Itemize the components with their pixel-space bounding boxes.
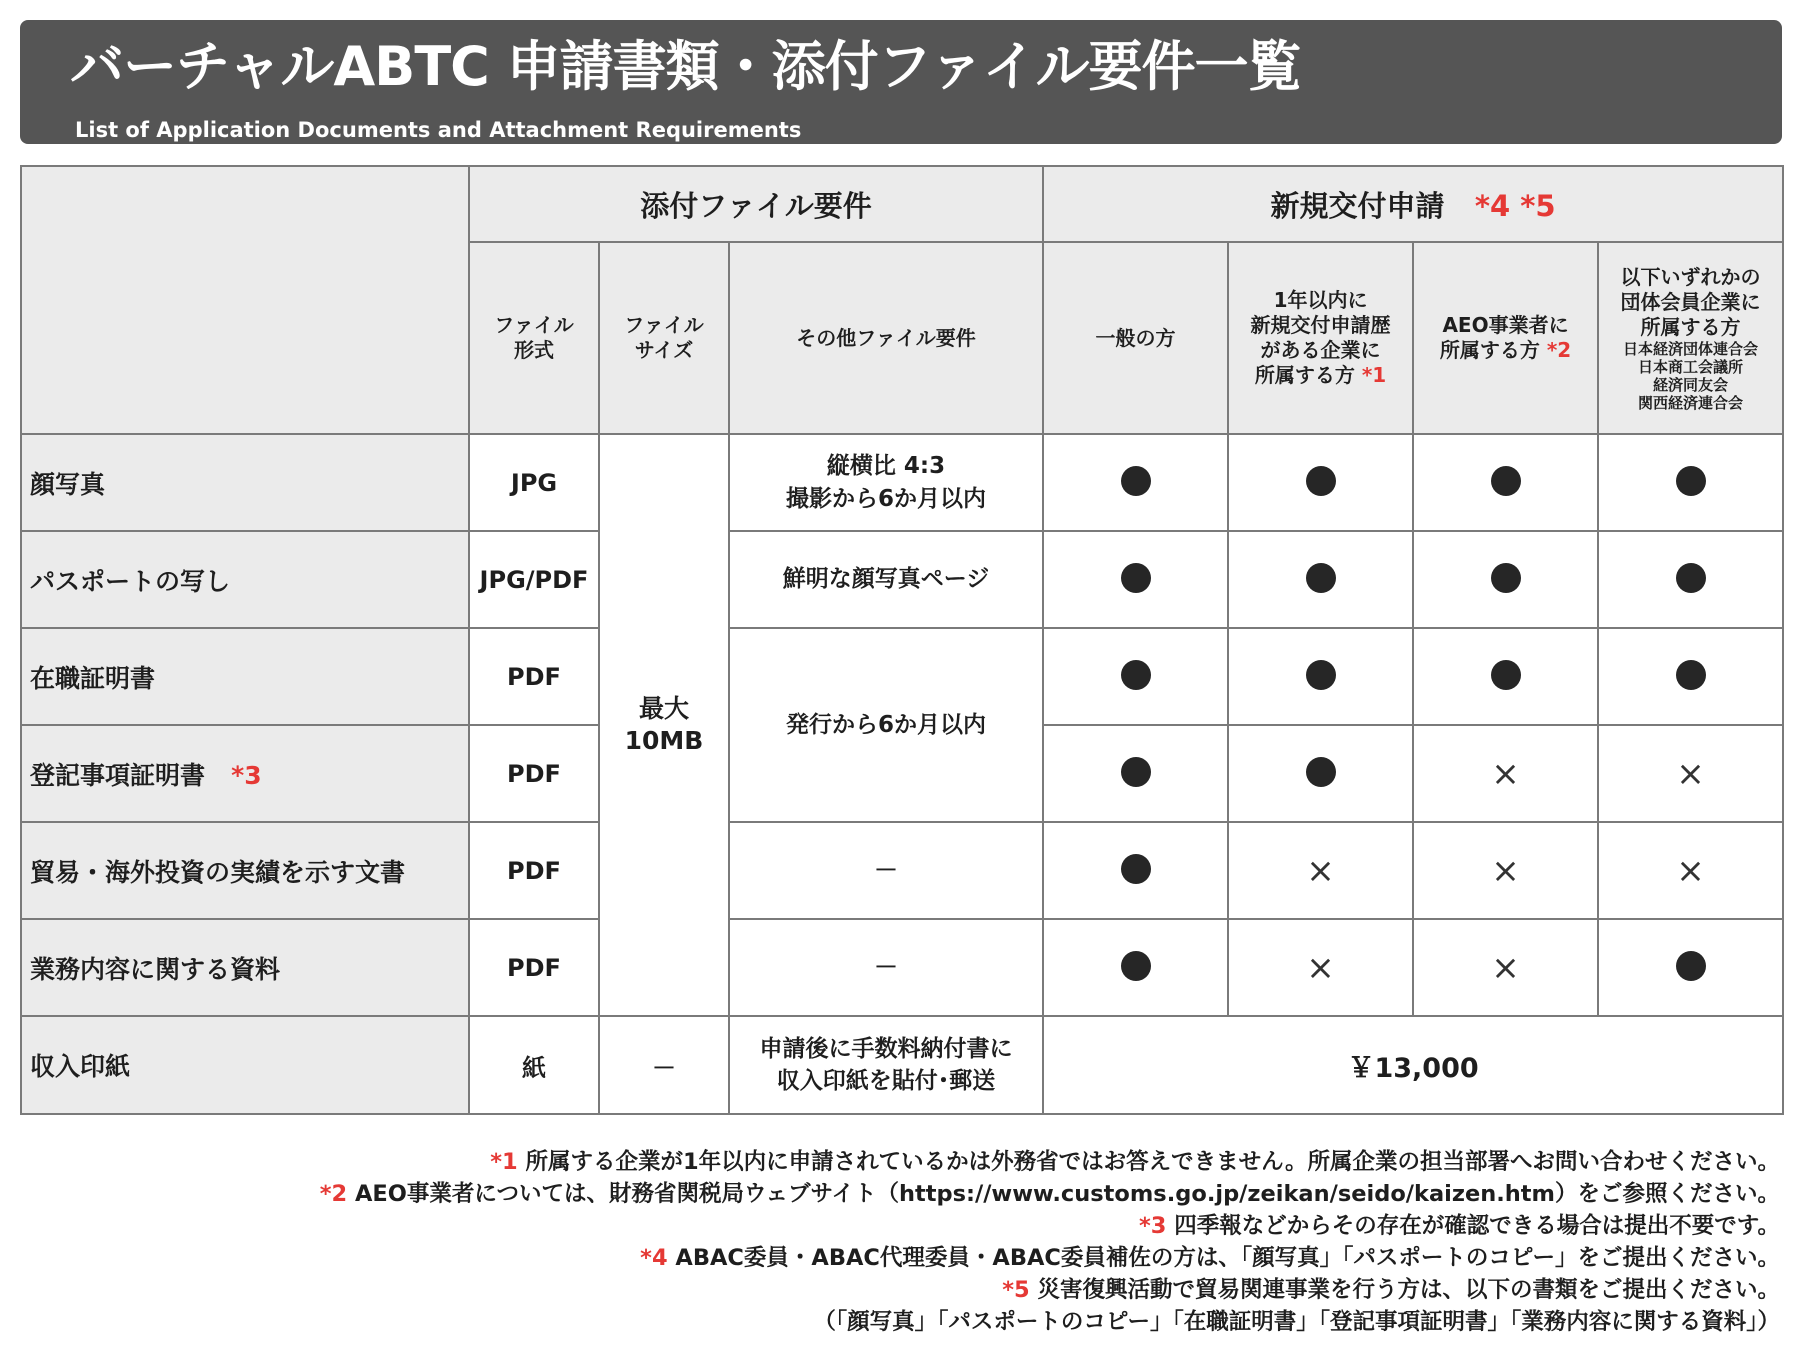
- required-dot-icon: [1306, 466, 1336, 496]
- organization-list: 日本経済団体連合会 日本商工会議所 経済同友会 関西経済連合会: [1623, 339, 1759, 412]
- footnote-text: 所属する企業が1年以内に申請されているかは外務省ではお答えできません。所属企業の担当部署へお問い合わせください。: [517, 1149, 1780, 1175]
- required-dot-icon: [1676, 466, 1706, 496]
- file-format-text: PDF: [507, 953, 561, 982]
- required-dot-icon: [1121, 466, 1151, 496]
- applicability-cell: [1598, 822, 1783, 919]
- file-format-text: 紙: [522, 1053, 546, 1082]
- row-label: [21, 725, 469, 822]
- footnote-text: （「顔写真」「パスポートのコピー」「在職証明書」「登記事項証明書」「業務内容に関する資料」）: [813, 1309, 1780, 1335]
- applicability-cell: [1228, 628, 1413, 725]
- note-mark: *4 *5: [1474, 188, 1556, 223]
- applicability-cell: [1228, 434, 1413, 531]
- applicability-cell: [1228, 725, 1413, 822]
- note-mark: *3: [231, 760, 262, 790]
- other-requirement-text: －: [874, 952, 899, 981]
- col-header-organization: 以下いずれかの 団体会員企業に 所属する方 日本経済団体連合会 日本商工会議所 経済同友会 関西経済連合会: [1598, 242, 1783, 434]
- other-requirement-cell: [729, 434, 1043, 531]
- applicability-cell: [1598, 919, 1783, 1016]
- footnote: [320, 1146, 1780, 1178]
- row-label: [21, 434, 469, 531]
- not-required-cross-icon: ×: [1491, 850, 1520, 891]
- applicability-cell: [1228, 822, 1413, 919]
- row-label: [21, 822, 469, 919]
- applicability-cell: [1413, 822, 1598, 919]
- table-row-stamp: [21, 1016, 1783, 1114]
- col-header-prior-applicant: 1年以内に 新規交付申請歴 がある企業に 所属する方 *1: [1228, 242, 1413, 434]
- file-format-cell: [469, 434, 599, 531]
- file-format-cell: [469, 919, 599, 1016]
- fee-cell: [1043, 1016, 1783, 1114]
- required-dot-icon: [1491, 563, 1521, 593]
- applicability-cell: [1413, 434, 1598, 531]
- row-label: [21, 1016, 469, 1114]
- file-size-text: －: [652, 1053, 676, 1082]
- col-header-format: ファイル 形式: [469, 242, 599, 434]
- applicability-cell: [1228, 919, 1413, 1016]
- applicability-cell: [1043, 434, 1228, 531]
- required-dot-icon: [1121, 757, 1151, 787]
- other-requirement-text: 縦横比 4:3 撮影から6か月以内: [786, 453, 987, 512]
- required-dot-icon: [1121, 854, 1151, 884]
- applicability-cell: [1598, 434, 1783, 531]
- other-requirement-text: 申請後に手数料納付書に 収入印紙を貼付･郵送: [759, 1035, 1013, 1094]
- other-requirement-cell: [729, 531, 1043, 628]
- fee-amount: ￥13,000: [1347, 1052, 1479, 1084]
- applicability-cell: [1598, 725, 1783, 822]
- file-format-cell: [469, 725, 599, 822]
- row-label: [21, 531, 469, 628]
- table-row: [21, 919, 1783, 1016]
- file-format-cell: [469, 531, 599, 628]
- page-header: [20, 20, 1782, 144]
- file-size-cell: [599, 434, 729, 1016]
- applicability-cell: [1043, 822, 1228, 919]
- not-required-cross-icon: ×: [1306, 947, 1335, 988]
- row-label-text: 貿易・海外投資の実績を示す文書: [30, 857, 406, 887]
- other-requirement-cell: [729, 1016, 1043, 1114]
- other-requirement-text: 鮮明な顔写真ページ: [782, 566, 990, 593]
- not-required-cross-icon: ×: [1306, 850, 1335, 891]
- footnote-text: 四季報などからその存在が確認できる場合は提出不要です。: [1166, 1213, 1780, 1239]
- applicability-cell: [1413, 919, 1598, 1016]
- footnote: [320, 1242, 1780, 1274]
- footnotes: [320, 1146, 1780, 1338]
- required-dot-icon: [1121, 660, 1151, 690]
- applicability-cell: [1413, 531, 1598, 628]
- file-size-text: 最大 10MB: [624, 693, 704, 755]
- required-dot-icon: [1676, 563, 1706, 593]
- requirements-table: [20, 165, 1784, 1115]
- required-dot-icon: [1306, 757, 1336, 787]
- row-label-text: 在職証明書: [30, 663, 156, 693]
- note-mark: *2: [319, 1181, 348, 1207]
- footnote: [320, 1306, 1780, 1338]
- file-format-text: PDF: [507, 856, 561, 885]
- file-format-text: JPG/PDF: [479, 565, 589, 594]
- required-dot-icon: [1491, 660, 1521, 690]
- note-mark: *5: [1002, 1277, 1030, 1303]
- row-label-text: 業務内容に関する資料: [30, 954, 281, 984]
- file-format-cell: [469, 628, 599, 725]
- note-mark: *1: [490, 1149, 518, 1175]
- col-header-size: ファイル サイズ: [599, 242, 729, 434]
- footnote-text: 災害復興活動で貿易関連事業を行う方は、以下の書類をご提出ください。: [1029, 1277, 1780, 1303]
- note-mark: *3: [1139, 1213, 1167, 1239]
- required-dot-icon: [1676, 951, 1706, 981]
- file-format-cell: [469, 822, 599, 919]
- row-label-text: パスポートの写し: [30, 566, 231, 596]
- applicability-cell: [1413, 628, 1598, 725]
- page-title: バーチャルABTC 申請書類・添付ファイル要件一覧: [70, 35, 1301, 98]
- col-header-other: その他ファイル要件: [729, 242, 1043, 434]
- other-requirement-cell: [729, 919, 1043, 1016]
- corner-cell: [21, 166, 469, 434]
- applicability-cell: [1413, 725, 1598, 822]
- not-required-cross-icon: ×: [1491, 753, 1520, 794]
- page-subtitle: List of Application Documents and Attachment Requirements: [75, 118, 802, 142]
- col-header-aeo: AEO事業者に 所属する方 *2: [1413, 242, 1598, 434]
- row-label-text: 登記事項証明書: [30, 760, 206, 790]
- row-label: [21, 628, 469, 725]
- not-required-cross-icon: ×: [1676, 850, 1705, 891]
- other-requirement-cell: [729, 822, 1043, 919]
- file-format-text: PDF: [507, 662, 561, 691]
- file-format-text: JPG: [510, 468, 558, 497]
- footnote-text: ABAC委員・ABAC代理委員・ABAC委員補佐の方は、「顔写真」「パスポートのコピー」をご提出ください。: [667, 1245, 1780, 1271]
- footnote: [320, 1274, 1780, 1306]
- applicability-cell: [1043, 531, 1228, 628]
- applicability-cell: [1598, 531, 1783, 628]
- row-label: [21, 919, 469, 1016]
- not-required-cross-icon: ×: [1676, 753, 1705, 794]
- note-mark: *4: [640, 1245, 668, 1271]
- note-mark: *2: [1546, 338, 1572, 362]
- applicability-cell: [1043, 628, 1228, 725]
- applicability-cell: [1228, 531, 1413, 628]
- applicability-cell: [1043, 725, 1228, 822]
- table-row: [21, 531, 1783, 628]
- row-label-text: 顔写真: [30, 469, 106, 499]
- required-dot-icon: [1306, 660, 1336, 690]
- row-label-text: 収入印紙: [30, 1052, 131, 1081]
- required-dot-icon: [1306, 563, 1336, 593]
- group-header-new-application: 新規交付申請 *4 *5: [1043, 166, 1783, 242]
- other-requirement-text: 発行から6か月以内: [786, 711, 987, 738]
- not-required-cross-icon: ×: [1491, 947, 1520, 988]
- required-dot-icon: [1121, 563, 1151, 593]
- note-mark: *1: [1361, 363, 1387, 387]
- required-dot-icon: [1491, 466, 1521, 496]
- file-format-text: PDF: [507, 759, 561, 788]
- required-dot-icon: [1121, 951, 1151, 981]
- table-row: [21, 628, 1783, 725]
- footnote: [320, 1178, 1780, 1210]
- group-header-attachment: 添付ファイル要件: [469, 166, 1043, 242]
- file-format-cell: [469, 1016, 599, 1114]
- footnote-text: AEO事業者については、財務省関税局ウェブサイト（https://www.customs.go.jp/zeikan/seido/kaizen.htm）をご参照ください。: [347, 1181, 1780, 1207]
- file-size-cell: [599, 1016, 729, 1114]
- applicability-cell: [1598, 628, 1783, 725]
- col-header-general: 一般の方: [1043, 242, 1228, 434]
- other-requirement-text: －: [874, 855, 899, 884]
- other-requirement-cell: [729, 628, 1043, 822]
- table-row: [21, 822, 1783, 919]
- footnote: [320, 1210, 1780, 1242]
- required-dot-icon: [1676, 660, 1706, 690]
- table-row: [21, 434, 1783, 531]
- applicability-cell: [1043, 919, 1228, 1016]
